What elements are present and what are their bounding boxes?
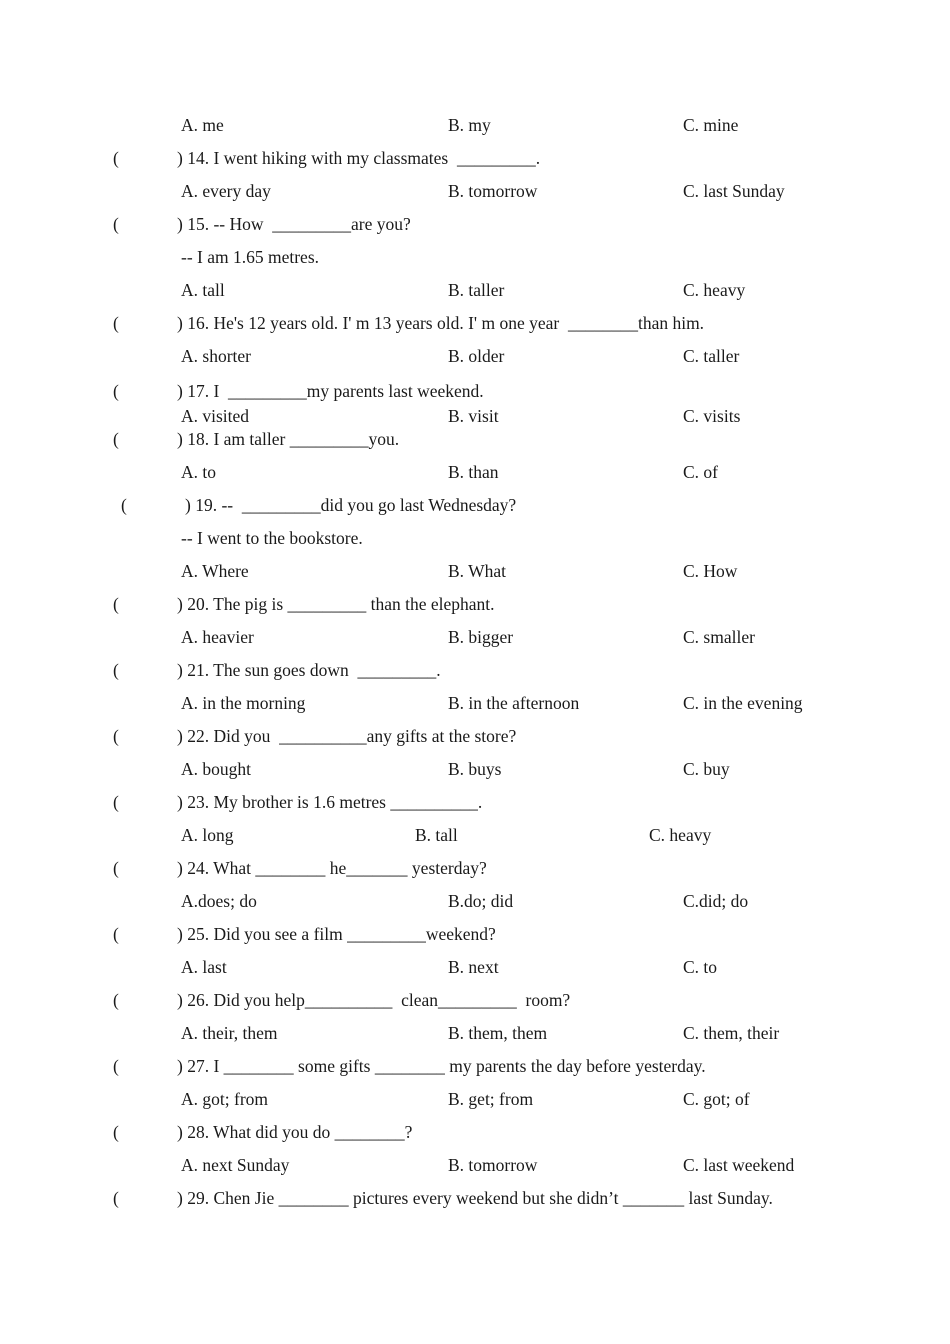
- answer-paren[interactable]: (: [113, 1122, 119, 1142]
- option-b: B. next: [448, 957, 499, 977]
- option-c: C. them, their: [683, 1023, 780, 1043]
- option-a: A.does; do: [181, 891, 257, 911]
- option-b: B. tomorrow: [448, 181, 538, 201]
- answer-paren[interactable]: (: [113, 429, 119, 449]
- answer-paren[interactable]: (: [121, 495, 127, 515]
- question-stem: ) 15. -- How _________are you?: [177, 214, 411, 234]
- option-b: B. them, them: [448, 1023, 548, 1043]
- answer-paren[interactable]: (: [113, 990, 119, 1010]
- answer-paren[interactable]: (: [113, 1056, 119, 1076]
- option-c: C. of: [683, 462, 718, 482]
- option-a: A. tall: [181, 280, 225, 300]
- option-a: A. last: [181, 957, 227, 977]
- option-c: C.did; do: [683, 891, 749, 911]
- option-c: C. visits: [683, 406, 741, 426]
- option-c: C. got; of: [683, 1089, 750, 1109]
- option-b: B.do; did: [448, 891, 514, 911]
- option-a: A. next Sunday: [181, 1155, 290, 1175]
- option-a: A. their, them: [181, 1023, 278, 1043]
- question-stem: ) 21. The sun goes down _________.: [177, 660, 441, 680]
- option-b: B. visit: [448, 406, 499, 426]
- option-b: B. buys: [448, 759, 502, 779]
- option-a: A. got; from: [181, 1089, 269, 1109]
- option-c: C. last weekend: [683, 1155, 795, 1175]
- option-b: B. taller: [448, 280, 505, 300]
- answer-paren[interactable]: (: [113, 1188, 119, 1208]
- answer-paren[interactable]: (: [113, 214, 119, 234]
- question-stem: ) 23. My brother is 1.6 metres __________.: [177, 792, 483, 812]
- option-b: B. bigger: [448, 627, 514, 647]
- option-b: B. in the afternoon: [448, 693, 580, 713]
- question-stem: ) 16. He's 12 years old. I' m 13 years old. I' m one year ________than him.: [177, 313, 705, 333]
- option-c: C. in the evening: [683, 693, 803, 713]
- option-b: B. What: [448, 561, 507, 581]
- option-b: B. my: [448, 115, 491, 135]
- question-stem: ) 27. I ________ some gifts ________ my parents the day before yesterday.: [177, 1056, 706, 1076]
- answer-paren[interactable]: (: [113, 792, 119, 812]
- question-dialogue-line: -- I went to the bookstore.: [181, 528, 363, 548]
- question-stem: ) 20. The pig is _________ than the elephant.: [177, 594, 495, 614]
- question-stem: ) 25. Did you see a film _________weekend?: [177, 924, 496, 944]
- answer-paren[interactable]: (: [113, 726, 119, 746]
- option-a: A. every day: [181, 181, 271, 201]
- answer-paren[interactable]: (: [113, 660, 119, 680]
- answer-paren[interactable]: (: [113, 594, 119, 614]
- option-c: C. to: [683, 957, 718, 977]
- question-stem: ) 24. What ________ he_______ yesterday?: [177, 858, 487, 878]
- option-a: A. long: [181, 825, 234, 845]
- question-stem: ) 26. Did you help__________ clean_________ room?: [177, 990, 571, 1010]
- option-b: B. tall: [415, 825, 458, 845]
- question-stem: ) 19. -- _________did you go last Wednesday?: [185, 495, 517, 515]
- option-b: B. than: [448, 462, 499, 482]
- option-a: A. to: [181, 462, 216, 482]
- question-stem: ) 29. Chen Jie ________ pictures every weekend but she didn’t _______ last Sunday.: [177, 1188, 773, 1208]
- option-a: A. me: [181, 115, 224, 135]
- answer-paren[interactable]: (: [113, 313, 119, 333]
- question-stem: ) 28. What did you do ________?: [177, 1122, 413, 1142]
- answer-paren[interactable]: (: [113, 148, 119, 168]
- option-a: A. in the morning: [181, 693, 306, 713]
- option-c: C. taller: [683, 346, 740, 366]
- option-c: C. heavy: [683, 280, 746, 300]
- question-stem: ) 17. I _________my parents last weekend.: [177, 381, 484, 401]
- option-c: C. buy: [683, 759, 730, 779]
- answer-paren[interactable]: (: [113, 924, 119, 944]
- option-c: C. mine: [683, 115, 739, 135]
- option-c: C. How: [683, 561, 738, 581]
- option-b: B. tomorrow: [448, 1155, 538, 1175]
- option-a: A. shorter: [181, 346, 251, 366]
- option-a: A. Where: [181, 561, 249, 581]
- option-a: A. visited: [181, 406, 250, 426]
- option-a: A. heavier: [181, 627, 254, 647]
- option-c: C. smaller: [683, 627, 755, 647]
- question-stem: ) 14. I went hiking with my classmates _________.: [177, 148, 541, 168]
- option-b: B. older: [448, 346, 505, 366]
- option-c: C. heavy: [649, 825, 712, 845]
- answer-paren[interactable]: (: [113, 381, 119, 401]
- question-dialogue-line: -- I am 1.65 metres.: [181, 247, 320, 267]
- option-b: B. get; from: [448, 1089, 534, 1109]
- question-stem: ) 22. Did you __________any gifts at the store?: [177, 726, 517, 746]
- answer-paren[interactable]: (: [113, 858, 119, 878]
- question-stem: ) 18. I am taller _________you.: [177, 429, 400, 449]
- option-a: A. bought: [181, 759, 251, 779]
- option-c: C. last Sunday: [683, 181, 785, 201]
